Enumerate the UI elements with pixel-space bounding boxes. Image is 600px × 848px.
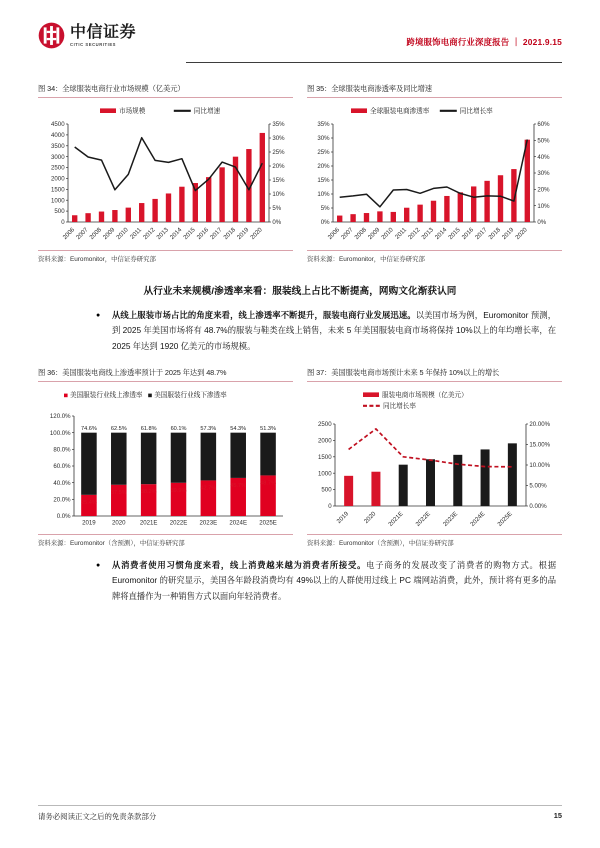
svg-text:54.3%: 54.3%: [230, 426, 247, 433]
svg-text:2009: 2009: [101, 226, 117, 242]
svg-text:0%: 0%: [537, 219, 547, 227]
citic-logo-icon: [38, 22, 65, 49]
svg-text:0.00%: 0.00%: [529, 503, 547, 511]
svg-text:61.8%: 61.8%: [140, 426, 157, 433]
svg-text:2008: 2008: [353, 226, 368, 242]
svg-text:35%: 35%: [272, 121, 285, 129]
svg-text:市场规模: 市场规模: [119, 107, 146, 115]
svg-text:2017: 2017: [208, 226, 224, 242]
svg-text:1500: 1500: [51, 186, 65, 194]
svg-text:42.7%: 42.7%: [200, 485, 217, 492]
svg-text:500: 500: [54, 208, 65, 216]
svg-text:2006: 2006: [326, 226, 342, 242]
svg-text:0%: 0%: [320, 219, 330, 227]
svg-text:25%: 25%: [317, 149, 330, 157]
svg-text:2022E: 2022E: [169, 519, 188, 527]
section-heading: 从行业未来规模/渗透率来看：服装线上占比不断提高，网购文化渐获认同: [143, 286, 457, 297]
svg-text:60.0%: 60.0%: [53, 463, 71, 471]
svg-text:美国服装行业线下渗透率: 美国服装行业线下渗透率: [154, 391, 227, 400]
figure-34-title: 图 34：全球服装电商行业市场规模（亿美元）: [38, 84, 293, 98]
svg-text:2019: 2019: [500, 226, 516, 242]
svg-text:2011: 2011: [393, 226, 409, 241]
svg-text:57.3%: 57.3%: [200, 426, 217, 433]
page-number: 15: [553, 811, 562, 820]
header-right: [406, 22, 562, 48]
logo-text-cn: 中信证券: [70, 22, 137, 42]
citic-logo: [38, 22, 136, 49]
page-header: [38, 22, 562, 70]
svg-text:38.2%: 38.2%: [140, 489, 157, 496]
svg-text:60%: 60%: [537, 121, 550, 129]
svg-text:2010: 2010: [380, 226, 395, 242]
figure-36: [38, 368, 293, 547]
header-divider: [186, 62, 562, 63]
svg-text:100.0%: 100.0%: [49, 429, 71, 437]
svg-text:同比增长率: 同比增长率: [383, 402, 416, 411]
svg-text:39.9%: 39.9%: [170, 487, 187, 494]
svg-text:10.00%: 10.00%: [529, 462, 551, 470]
svg-text:0: 0: [61, 219, 65, 227]
figure-35: [307, 84, 562, 263]
svg-text:同比增长率: 同比增长率: [459, 107, 493, 115]
svg-text:80.0%: 80.0%: [53, 446, 71, 454]
bullet-2-text: [112, 558, 556, 604]
svg-text:服装电商市场规模（亿美元）: 服装电商市场规模（亿美元）: [382, 391, 468, 400]
svg-text:20%: 20%: [317, 163, 330, 171]
bullet-2-lead: 从消费者使用习惯角度来看，线上消费越来越为消费者所接受。: [112, 560, 367, 571]
svg-text:50%: 50%: [537, 137, 550, 145]
figure-37-title: 图 37：美国服装电商市场预计未来 5 年保持 10%以上的增长: [307, 368, 562, 382]
svg-text:2016: 2016: [460, 226, 476, 242]
footer-note: 请务必阅读正文之后的免责条款部分: [38, 812, 157, 821]
svg-text:同比增速: 同比增速: [193, 107, 221, 115]
bullet-1-rest: 以美国市场为例，Euromonitor 预测，到 2025 年美国市场将有 48.7%的服装与鞋类在线上销售，未来 5 年美国服装电商市场将保持 10%以上的年均增长率，在 2025 年达到 1920 亿美元的市场规模。: [112, 310, 556, 351]
svg-text:20.00%: 20.00%: [529, 421, 551, 429]
svg-text:48.7%: 48.7%: [260, 480, 277, 487]
figure-35-source: 资料来源：Euromonitor，中信证券研究部: [307, 250, 562, 263]
figure-34-chart: [38, 98, 293, 248]
svg-text:2013: 2013: [420, 226, 435, 242]
svg-text:30%: 30%: [272, 135, 285, 143]
svg-text:2011: 2011: [128, 226, 144, 241]
bullet-paragraph-1: [38, 308, 562, 354]
svg-text:2021E: 2021E: [387, 510, 405, 528]
svg-text:2018: 2018: [487, 226, 502, 242]
svg-text:15%: 15%: [317, 177, 330, 185]
svg-text:20%: 20%: [272, 163, 285, 171]
svg-text:2019: 2019: [82, 519, 96, 527]
report-title: 跨境服饰电商行业深度报告 ｜ 2021.9.15: [406, 37, 562, 47]
svg-text:0: 0: [328, 503, 332, 511]
svg-text:25%: 25%: [272, 149, 285, 157]
figure-36-source: 资料来源：Euromonitor（含预测），中信证券研究部: [38, 534, 293, 547]
svg-text:0%: 0%: [272, 219, 282, 227]
svg-text:62.5%: 62.5%: [110, 426, 127, 433]
figure-35-chart: [307, 98, 562, 248]
svg-text:2016: 2016: [195, 226, 211, 242]
svg-text:2007: 2007: [74, 226, 90, 242]
svg-text:2500: 2500: [51, 164, 65, 172]
figure-row-top: [38, 84, 562, 263]
svg-text:2015: 2015: [447, 226, 462, 242]
svg-text:40%: 40%: [537, 153, 550, 161]
figure-37: [307, 368, 562, 547]
svg-text:2019: 2019: [335, 510, 351, 526]
svg-text:2024E: 2024E: [229, 519, 248, 527]
figure-36-chart: [38, 382, 293, 532]
svg-text:2020: 2020: [112, 519, 126, 527]
svg-text:5%: 5%: [320, 205, 330, 213]
svg-text:美国服装行业线上渗透率: 美国服装行业线上渗透率: [70, 391, 143, 400]
svg-text:5%: 5%: [272, 205, 282, 213]
svg-text:30%: 30%: [537, 170, 550, 178]
figure-37-chart: [307, 382, 562, 532]
svg-text:2021E: 2021E: [139, 519, 158, 527]
svg-text:2008: 2008: [88, 226, 103, 242]
bullet-2-rest: 电子商务的发展改变了消费者的购物方式。根据 Euromonitor 的研究显示，美国各年龄段消费均有 49%以上的人群使用过线上 PC 端网站消费，此外，预计将有更多的品牌将直播作为一种销售方式以面向年轻消费者。: [112, 560, 556, 601]
svg-text:3500: 3500: [51, 142, 65, 150]
figure-34: [38, 84, 293, 263]
svg-text:10%: 10%: [537, 202, 550, 210]
svg-text:4000: 4000: [51, 131, 65, 139]
svg-text:500: 500: [321, 486, 332, 494]
svg-text:1000: 1000: [318, 470, 332, 478]
svg-text:2009: 2009: [366, 226, 382, 242]
svg-text:2023E: 2023E: [441, 510, 460, 528]
svg-text:35%: 35%: [317, 121, 330, 129]
svg-text:2025E: 2025E: [496, 510, 514, 528]
svg-text:45.7%: 45.7%: [230, 482, 247, 489]
svg-text:20%: 20%: [537, 186, 550, 194]
svg-text:1000: 1000: [51, 197, 65, 205]
svg-text:25.4%: 25.4%: [80, 499, 97, 506]
svg-text:2000: 2000: [318, 437, 332, 445]
logo-text-en: CITIC SECURITIES: [70, 41, 117, 47]
svg-text:2010: 2010: [115, 226, 130, 242]
svg-text:2006: 2006: [61, 226, 77, 242]
svg-text:2022E: 2022E: [414, 510, 432, 528]
svg-text:2020: 2020: [249, 226, 264, 242]
figure-37-source: 资料来源：Euromonitor（含预测），中信证券研究部: [307, 534, 562, 547]
svg-text:10%: 10%: [317, 191, 330, 199]
svg-text:2023E: 2023E: [199, 519, 218, 527]
svg-text:15.00%: 15.00%: [529, 441, 551, 449]
figure-36-title: 图 36：美国服装电商线上渗透率预计于 2025 年达到 48.7%: [38, 368, 293, 382]
svg-text:2007: 2007: [339, 226, 355, 242]
svg-text:2012: 2012: [141, 226, 157, 242]
svg-text:3000: 3000: [51, 153, 65, 161]
svg-text:20.0%: 20.0%: [53, 496, 71, 504]
svg-text:74.6%: 74.6%: [80, 426, 97, 433]
svg-text:4500: 4500: [51, 121, 65, 129]
svg-text:2500: 2500: [318, 421, 332, 429]
svg-text:2014: 2014: [168, 226, 184, 242]
bullet-marker-icon: ●: [96, 312, 101, 319]
svg-text:2018: 2018: [222, 226, 237, 242]
bullet-paragraph-2: [38, 558, 562, 604]
footer-divider: [38, 805, 562, 806]
svg-text:2012: 2012: [406, 226, 422, 242]
svg-text:全球服装电商渗透率: 全球服装电商渗透率: [370, 107, 430, 115]
svg-text:2015: 2015: [182, 226, 197, 242]
bullet-marker-icon-2: ●: [96, 562, 101, 570]
svg-text:2025E: 2025E: [259, 519, 277, 527]
svg-text:5.00%: 5.00%: [529, 482, 547, 490]
figure-34-source: 资料来源：Euromonitor，中信证券研究部: [38, 250, 293, 263]
svg-text:2014: 2014: [433, 226, 449, 242]
svg-text:10%: 10%: [272, 191, 285, 199]
svg-text:2020: 2020: [362, 510, 378, 526]
figure-row-bottom: [38, 368, 562, 547]
svg-text:2024E: 2024E: [469, 510, 487, 528]
bullet-1-lead: 从线上服装市场占比的角度来看，线上渗透率不断提升，服装电商行业发展迅速。: [112, 310, 416, 320]
figure-35-title: 图 35：全球服装电商渗透率及同比增速: [307, 84, 562, 98]
svg-text:15%: 15%: [272, 177, 285, 185]
svg-text:1500: 1500: [318, 453, 332, 461]
bullet-1-text: [112, 308, 556, 354]
svg-text:2017: 2017: [473, 226, 489, 242]
svg-text:0.0%: 0.0%: [56, 513, 71, 521]
svg-text:30%: 30%: [317, 135, 330, 143]
svg-text:2013: 2013: [155, 226, 170, 242]
svg-text:2019: 2019: [235, 226, 251, 242]
svg-text:2000: 2000: [51, 175, 65, 183]
svg-text:40.0%: 40.0%: [53, 479, 71, 487]
svg-text:60.1%: 60.1%: [170, 426, 187, 433]
svg-text:120.0%: 120.0%: [49, 413, 71, 421]
svg-text:37.5%: 37.5%: [110, 489, 127, 496]
page-footer: [38, 805, 562, 822]
svg-text:2020: 2020: [514, 226, 529, 242]
svg-text:51.3%: 51.3%: [260, 426, 277, 433]
